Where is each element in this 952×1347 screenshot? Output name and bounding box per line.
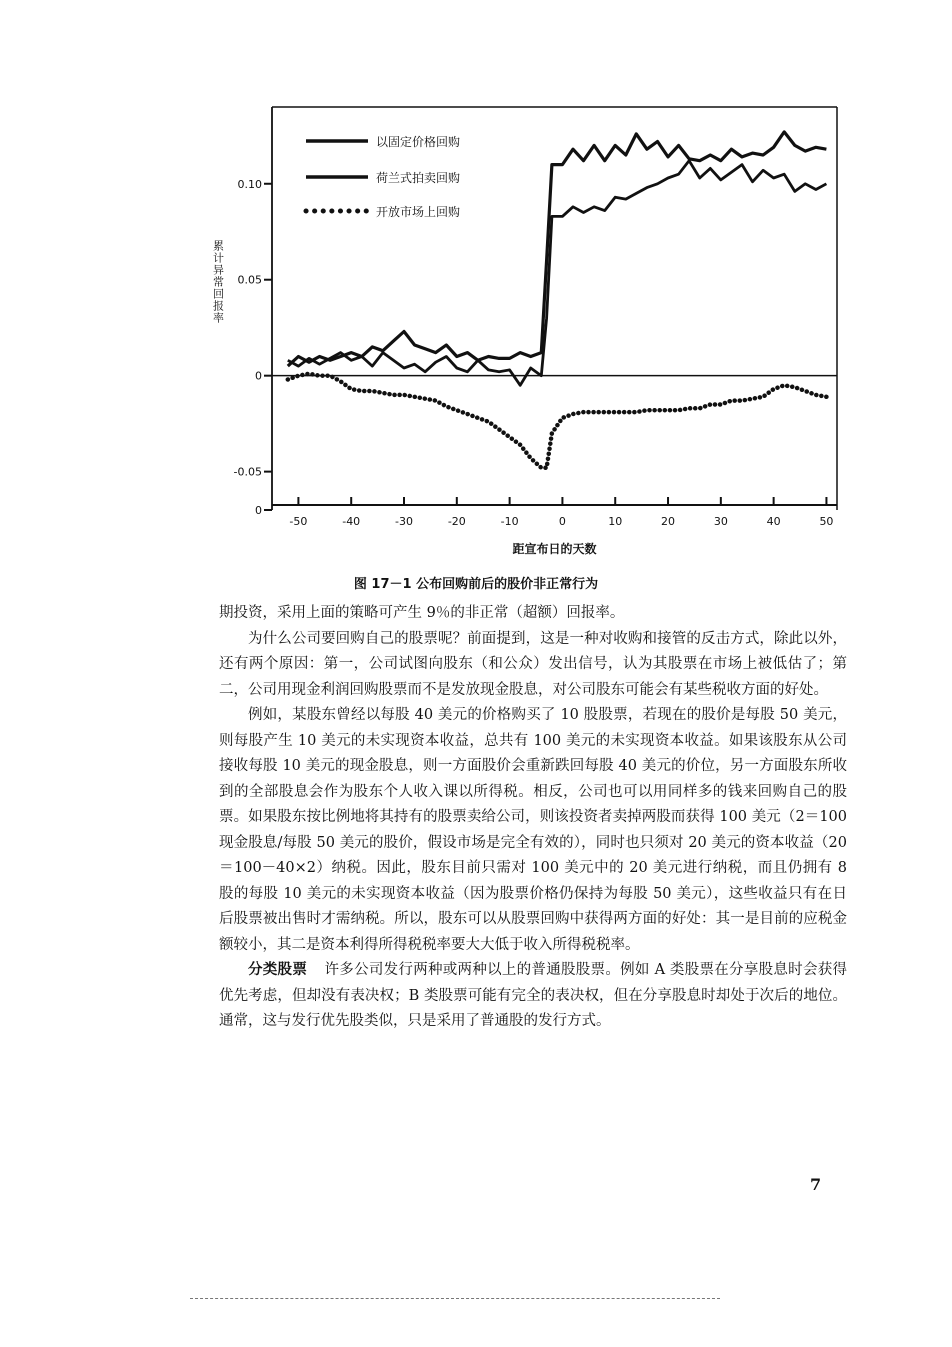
x-tick-label: -20 [447, 515, 466, 528]
series-fixed-price-line [288, 132, 827, 366]
x-tick-label: 20 [661, 515, 676, 528]
x-axis [272, 497, 837, 528]
bottom-rule [190, 1298, 720, 1299]
figure-caption: 图 17－1 公布回购前后的股价非正常行为 [353, 577, 599, 592]
x-tick-label: 40 [766, 515, 781, 528]
x-tick-label: 10 [608, 515, 623, 528]
x-tick-label: 0 [558, 515, 566, 528]
series-layer [288, 132, 827, 468]
paragraph-2: 为什么公司要回购自己的股票呢？前面提到，这是一种对收购和接管的反击方式，除此以外，还有两个原因：第一，公司试图向股东（和公众）发出信号，认为其股票在市场上被低估了；第二，公司用现金利润回购股票而不是发放现金股息，对公司股东可能会有某些税收方面的好处。 [219, 630, 847, 698]
plot-frame [272, 107, 837, 510]
x-axis-label: 距宣布日的天数 [512, 542, 597, 556]
series-open-market-line [288, 374, 827, 468]
y-tick-label: 0.05 [237, 273, 262, 287]
section-term: 分类股票 [248, 962, 308, 978]
cumulative-abnormal-return-chart [200, 95, 860, 565]
y-tick-label: -0.05 [233, 465, 262, 479]
section-paragraph [219, 958, 847, 1035]
x-tick-label: -10 [500, 515, 519, 528]
y-tick-label: 0 [255, 504, 262, 517]
y-tick-label: 0 [255, 369, 262, 383]
x-tick-label: 50 [819, 515, 834, 528]
paragraph-1: 期投资，采用上面的策略可产生 9％的非正常（超额）回报率。 [219, 605, 625, 621]
y-axis-label: 累计异常回报率 [211, 240, 225, 324]
x-tick-label: -40 [342, 515, 361, 528]
paragraph-3: 例如，某股东曾经以每股 40 美元的价格购买了 10 股股票，若现在的股价是每股 50 美元，则每股产生 10 美元的未实现资本收益，总共有 100 美元的未实现资本收益。如果该股东从公司接收每股 10 美元的现金股息，则一方面股价会重新跌回每股 40 美元的价位，另一方面股东所收到的全部股息会作为股东个人收入课以所得税。相反，公司也可以用同样多的钱来回购自己的股票。如果股东按比例地将其持有的股票卖给公司，则该投资者卖掉两股而获得 100 美元（2＝100 现金股息/每股 50 美元的股价，假设市场是完全有效的），同时也只须对 20 美元的资本收益（20＝100－40×2）纳税。因此，股东目前只需对 100 美元中的 20 美元进行纳税，而且仍拥有 8 股的每股 10 美元的未实现资本收益（因为股票价格仍保持为每股 50 美元），这些收益只有在日后股票被出售时才需纳税。所以，股东可以从股票回购中获得两方面的好处：其一是目前的应税金额较小，其二是资本利得所得税税率要大大低于收入所得税税率。 [219, 707, 847, 953]
body-text [219, 601, 847, 1035]
x-tick-label: -30 [395, 515, 413, 528]
x-tick-label: 30 [713, 515, 728, 528]
legend-label: 开放市场上回购 [376, 205, 461, 219]
legend-label: 以固定价格回购 [376, 135, 461, 149]
y-axis [234, 178, 272, 517]
x-tick-label: -50 [289, 515, 308, 528]
section-text: 许多公司发行两种或两种以上的普通股股票。例如 A 类股票在分享股息时会获得优先考虑，但却没有表决权；B 类股票可能有完全的表决权，但在分享股息时却处于次后的地位。通常，这与发行优先股类似，只是采用了普通股的发行方式。 [219, 962, 848, 1029]
page-number: 7 [810, 1175, 822, 1194]
legend-label: 荷兰式拍卖回购 [376, 171, 461, 185]
y-tick-label: 0.10 [237, 177, 262, 191]
chart-legend [306, 134, 460, 219]
